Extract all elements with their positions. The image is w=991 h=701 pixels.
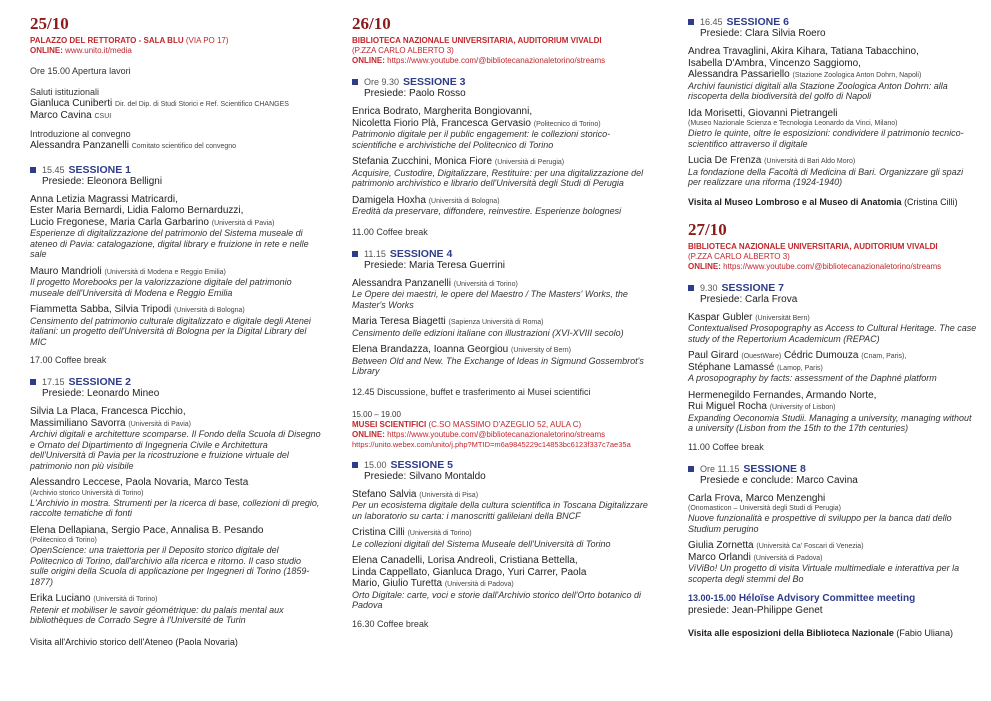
session-1-header bbox=[30, 164, 322, 176]
bullet-square-icon bbox=[30, 167, 36, 173]
online-label: ONLINE: bbox=[30, 46, 63, 55]
coffee-break: 11.00 Coffee break bbox=[352, 226, 428, 237]
speaker-affiliation: (Università di Pavia) bbox=[211, 219, 275, 227]
speaker-affiliation: (Onomasticon – Università degli Studi di Perugia) bbox=[688, 505, 841, 512]
talk-title: A prosopography by facts: assessment of the Daphné platform bbox=[688, 373, 937, 383]
speaker-affiliation: (Lamop, Paris) bbox=[776, 364, 823, 372]
speaker-affiliation: (Università di Pavia) bbox=[128, 420, 192, 428]
session-title: SESSIONE 8 bbox=[743, 462, 806, 475]
visit-text: Visita alle esposizioni della Biblioteca Nazionale bbox=[688, 627, 894, 638]
heloise-time: 13.00-15.00 bbox=[688, 593, 737, 603]
online-label: ONLINE: bbox=[352, 56, 385, 65]
speaker-affiliation: (Università di Pisa) bbox=[419, 491, 479, 499]
speaker-names: Alessandra Passariello bbox=[688, 69, 790, 80]
talk bbox=[352, 316, 652, 338]
speaker-affiliation: (University of Lisbon) bbox=[769, 404, 836, 411]
heloise-chair: presiede: Jean-Philippe Genet bbox=[688, 605, 823, 616]
visit-guide: (Fabio Uliana) bbox=[896, 627, 953, 638]
ms-online-line bbox=[352, 430, 652, 440]
session-2-header bbox=[30, 376, 322, 388]
speaker-line bbox=[352, 344, 652, 356]
session-time: 9.30 bbox=[700, 282, 718, 293]
session-chair: Presiede e conclude: Marco Cavina bbox=[700, 474, 858, 486]
session-title: SESSIONE 6 bbox=[726, 16, 789, 28]
visit-guide: (Cristina Cilli) bbox=[904, 196, 958, 207]
bullet-square-icon bbox=[352, 79, 358, 85]
online-link[interactable]: https://www.youtube.com/@bibliotecanazionaletorino/streams bbox=[387, 429, 606, 439]
session-title: SESSIONE 5 bbox=[390, 458, 453, 471]
talk-title: Retenir et mobiliser le savoir géométrique: du palais mental aux bibliothèques de Corrado Segre à l'Université de Turin bbox=[30, 604, 284, 625]
session-3-header bbox=[352, 76, 652, 88]
lunch-transfer: 12.45 Discussione, buffet e trasferimento ai Musei scientifici bbox=[352, 386, 591, 397]
online-link[interactable]: https://www.youtube.com/@bibliotecanazionaletorino/streams bbox=[723, 261, 942, 271]
speaker-names: Mario, Giulio Turetta bbox=[352, 578, 443, 589]
talk bbox=[352, 156, 652, 189]
talk-title: Expanding Oeconomia Studii. Managing a university, managing without a university (Lisbon from the 15th to the 17th centuries) bbox=[688, 412, 972, 433]
speaker-affiliation: (Universität Bern) bbox=[755, 314, 810, 322]
session-title: SESSIONE 3 bbox=[403, 76, 466, 88]
talk bbox=[30, 525, 322, 588]
speaker-affiliation: (Stazione Zoologica Anton Dohrn, Napoli) bbox=[792, 72, 922, 79]
heloise-meeting bbox=[688, 592, 978, 605]
speaker-names: Hermenegildo Fernandes, Armando Norte, bbox=[688, 389, 877, 401]
online-line bbox=[30, 46, 322, 56]
speaker-names: Nicoletta Fiorio Plà, Francesca Gervasio bbox=[352, 117, 531, 129]
session-time: 16.45 bbox=[700, 17, 723, 27]
talk-title: Censimento del patrimonio culturale digitalizzato e digitale degli Atenei italiani: un progetto dell'Università di Bologna per la Digital Library del MIC bbox=[30, 315, 311, 347]
speaker-line bbox=[688, 540, 978, 552]
visit-museums bbox=[688, 196, 978, 208]
speaker-names: Ida Morisetti, Giovanni Pietrangeli bbox=[688, 107, 838, 119]
visit-text: Visita al Museo Lombroso e al Museo di Anatomia bbox=[688, 196, 902, 207]
speaker-affiliation: (Università di Perugia) bbox=[494, 159, 565, 166]
venue-address: (VIA PO 17) bbox=[185, 36, 229, 45]
talk-title: La fondazione della Facoltà di Medicina di Bari. Organizzare gli spazi per realizzare una riforma (1924-1940) bbox=[688, 166, 964, 187]
online-line bbox=[688, 262, 978, 272]
talk-title: OpenScience: una traiettoria per il Deposito storico digitale del Politecnico di Torino, dall'archivio alla ricerca e ritorno. Il caso studio sulle origini della Scuola di applicazione per Ingegneri di Torino (1859-1877) bbox=[30, 545, 310, 587]
greetings-label: Saluti istituzionali bbox=[30, 87, 100, 97]
speaker-names: Marco Orlandi bbox=[688, 551, 751, 563]
bullet-square-icon bbox=[688, 285, 694, 291]
visit-text: Visita all'Archivio storico dell'Ateneo bbox=[30, 636, 173, 647]
talk bbox=[30, 593, 322, 626]
talk-title: Archivi faunistici digitali alla Stazione Zoologica Anton Dohrn: alla riscoperta della biodiversità del golfo di Napoli bbox=[688, 80, 948, 101]
speaker-affiliation: (Museo Nazionale Scienza e Tecnologia Leonardo da Vinci, Milano) bbox=[688, 120, 898, 127]
online-label: ONLINE: bbox=[688, 261, 721, 271]
visit-archive bbox=[30, 636, 322, 648]
talk bbox=[688, 390, 978, 434]
talk-title: ViViBo! Un progetto di visita Virtuale multimediale e interattiva per la scoperta degli stemmi del Bo bbox=[688, 563, 960, 584]
bullet-square-icon bbox=[688, 466, 694, 472]
speaker-line bbox=[352, 489, 652, 501]
speaker-names: Ester Maria Bernardi, Lidia Falomo Bernarduzzi, bbox=[30, 205, 244, 216]
online-link[interactable]: https://www.youtube.com/@bibliotecanazionaletorino/streams bbox=[387, 56, 606, 65]
column-day-2 bbox=[352, 14, 652, 630]
talk-title: Orto Digitale: carte, voci e storie dall'Archivio storico dell'Orto botanico di Padova bbox=[352, 589, 642, 610]
talk-title: Eredità da preservare, diffondere, reinvestire. Esperienze bolognesi bbox=[352, 206, 622, 216]
speaker-line bbox=[352, 156, 652, 168]
talk-title: Il progetto Morebooks per la valorizzazione digitale del patrimonio museale dell'Università di Modena e Reggio Emilia bbox=[30, 277, 292, 298]
session-title: SESSIONE 7 bbox=[721, 281, 784, 294]
heloise-title: Héloïse Advisory Committee meeting bbox=[738, 593, 916, 604]
session-6-header bbox=[688, 16, 978, 28]
opening bbox=[30, 66, 322, 77]
talk-title: Between Old and New. The Exchange of Ideas in Sigmund Gossembrot's Library bbox=[352, 355, 644, 376]
visit-library bbox=[688, 627, 978, 639]
venue-name: BIBLIOTECA NAZIONALE UNIVERSITARIA, AUDITORIUM VIVALDI bbox=[688, 241, 938, 251]
venue-name: PALAZZO DEL RETTORATO - SALA BLU bbox=[30, 36, 184, 45]
speaker-affiliation: Comitato scientifico del convegno bbox=[131, 143, 237, 150]
speaker-affiliation: (Cnam, Paris), bbox=[861, 353, 907, 360]
speaker-affiliation: (Università di Padova) bbox=[444, 581, 514, 588]
speaker-names-line: Lucio Fregonese, Maria Carla Garbarino bbox=[30, 216, 209, 228]
talk bbox=[30, 194, 322, 260]
venue-address: (P.ZZA CARLO ALBERTO 3) bbox=[352, 46, 454, 55]
opening-text: Apertura lavori bbox=[72, 66, 131, 76]
speaker-line bbox=[30, 304, 322, 316]
speaker-line bbox=[688, 69, 978, 81]
talk bbox=[352, 527, 652, 549]
session-time: 11.15 bbox=[364, 248, 386, 259]
session-time: 17.15 bbox=[42, 377, 65, 387]
speaker-names: Cédric Dumouza bbox=[783, 350, 859, 361]
column-day-1 bbox=[30, 14, 322, 648]
speaker-names: Enrica Bodrato, Margherita Bongiovanni, bbox=[352, 106, 533, 117]
venue-address: (P.ZZA CARLO ALBERTO 3) bbox=[688, 251, 790, 261]
speaker-names bbox=[30, 217, 322, 229]
speaker-affiliation: (Università di Modena e Reggio Emilia) bbox=[104, 268, 226, 276]
speaker-line bbox=[352, 578, 652, 590]
speaker-line bbox=[30, 266, 322, 278]
speaker-line bbox=[688, 155, 978, 167]
bullet-square-icon bbox=[352, 462, 358, 468]
speaker-line bbox=[688, 350, 978, 362]
speaker-affiliation: (Università di Bologna) bbox=[428, 197, 500, 205]
speaker-name: Marco Cavina bbox=[30, 109, 92, 121]
bullet-square-icon bbox=[352, 251, 358, 257]
speaker-line bbox=[352, 195, 652, 207]
speaker-affiliation: (Università Ca' Foscari di Venezia) bbox=[756, 543, 864, 550]
speaker-line bbox=[352, 316, 652, 328]
speaker-line bbox=[352, 118, 652, 130]
coffee-break: 16.30 Coffee break bbox=[352, 618, 429, 629]
session-title: SESSIONE 4 bbox=[389, 247, 453, 260]
speaker-name: Gianluca Cuniberti bbox=[30, 98, 113, 109]
session-chair: Presiede: Paolo Rosso bbox=[364, 88, 466, 99]
speaker-names: Elena Brandazza, Ioanna Georgiou bbox=[352, 344, 509, 355]
talk-title: L'Archivio in mostra. Strumenti per la ricerca di base, collezioni di pregio, raccolte tematiche di fonti bbox=[30, 497, 320, 518]
speaker-names: Stefano Salvia bbox=[352, 488, 417, 500]
speaker-affiliation: (Sapienza Università di Roma) bbox=[448, 319, 544, 326]
intro-label: Introduzione al convegno bbox=[30, 129, 131, 139]
speaker-line bbox=[352, 527, 652, 539]
speaker-names: Linda Cappellato, Gianluca Drago, Yuri Carrer, Paola bbox=[352, 566, 587, 578]
visit-guide: (Paola Novaria) bbox=[175, 636, 238, 647]
talk bbox=[352, 489, 652, 522]
speaker-names: Giulia Zornetta bbox=[688, 540, 754, 551]
talk-title: Acquisire, Custodire, Digitalizzare, Restituire: per una digitalizzazione del patrimonio archivistico e librario dell'Università degli Studi di Perugia bbox=[352, 167, 644, 188]
talk-title: Le collezioni digitali del Sistema Museale dell'Università di Torino bbox=[352, 538, 611, 549]
speaker-names: Silvia La Placa, Francesca Picchio, bbox=[30, 406, 186, 417]
speaker-names: Alessandro Leccese, Paola Novaria, Marco Testa bbox=[30, 477, 249, 488]
speaker-affiliation: CSUI bbox=[94, 112, 112, 120]
speaker-affiliation: (Università di Padova) bbox=[753, 554, 823, 562]
speaker-names: Andrea Travaglini, Akira Kihara, Tatiana Tabacchino, bbox=[688, 46, 919, 57]
bullet-square-icon bbox=[30, 379, 36, 385]
speaker-names: Mauro Mandrioli bbox=[30, 265, 102, 277]
talk-title: Dietro le quinte, oltre le esposizioni: condividere il patrimonio tecnico-scientifico attraverso il digitale bbox=[688, 128, 964, 149]
speaker-names: Massimiliano Savorra bbox=[30, 417, 126, 429]
venue bbox=[30, 36, 322, 46]
speaker-affiliation: (Università di Bologna) bbox=[173, 307, 245, 314]
webex-link[interactable]: https://unito.webex.com/unito/j.php?MTID=m6a9845229c14853bc6123f337c7ae35a bbox=[352, 439, 631, 449]
speaker-line bbox=[688, 401, 978, 413]
talk-title: Nuove funzionalità e prospettive di sviluppo per la banca dati dello Studium perugino bbox=[688, 513, 952, 534]
ms-venue bbox=[352, 420, 652, 430]
speaker-names: Anna Letizia Magrassi Matricardi, bbox=[30, 193, 178, 205]
musei-scientifici-block bbox=[352, 410, 652, 449]
session-time: 15.00 bbox=[364, 459, 387, 470]
session-chair: Presiede: Maria Teresa Guerrini bbox=[364, 259, 505, 271]
coffee-break: 11.00 Coffee break bbox=[688, 441, 764, 452]
speaker-names: Kaspar Gubler bbox=[688, 311, 753, 323]
venue bbox=[688, 242, 978, 262]
session-chair: Presiede: Clara Silvia Roero bbox=[700, 28, 826, 39]
talk-title: Esperienze di digitalizzazione del patrimonio del Sistema museale di ateneo di Pavia: catalogazione, digital library e fruizione in rete e nelle sale bbox=[30, 228, 309, 259]
talk-title: Archivi digitali e architetture scomparse. Il Fondo della Scuola di Disegno e Ornato del Dipartimento di Ingegneria Civile e Architettura dell'Università di Pavia per la ricostruzione e fruizione virtuale del patrimonio non più visibile bbox=[30, 429, 321, 471]
speaker-line bbox=[30, 418, 322, 430]
talk bbox=[352, 555, 652, 611]
talk bbox=[688, 493, 978, 535]
speaker-names: Isabella D'Ambra, Vincenzo Saggiomo, bbox=[688, 57, 861, 69]
date-26-10: 26/10 bbox=[352, 14, 391, 33]
session-title: SESSIONE 1 bbox=[68, 163, 131, 176]
speaker-affiliation: (OuestWare) bbox=[741, 353, 782, 360]
speaker-line bbox=[688, 312, 978, 324]
coffee-break: 17.00 Coffee break bbox=[30, 355, 107, 365]
speaker-affiliation: (Archivio storico Università di Torino) bbox=[30, 489, 144, 497]
session-chair: Presiede: Carla Frova bbox=[700, 293, 798, 305]
speaker-affiliation: (Università di Bari Aldo Moro) bbox=[764, 158, 856, 165]
speaker-names: Fiammetta Sabba, Silvia Tripodi bbox=[30, 304, 172, 315]
session-time: 15.45 bbox=[42, 164, 65, 175]
speaker-affiliation: (Politecnico di Torino) bbox=[533, 120, 601, 128]
talk bbox=[30, 304, 322, 347]
talk bbox=[352, 195, 652, 217]
speaker-names: Erika Luciano bbox=[30, 593, 91, 604]
ms-time: 15.00 – 19.00 bbox=[352, 409, 401, 419]
speaker-affiliation: (University of Bern) bbox=[511, 347, 571, 354]
intro-speaker bbox=[30, 140, 322, 152]
speaker-affiliation: (Università di Torino) bbox=[93, 596, 158, 603]
talk-title: Contextualised Prosopography as Access to Cultural Heritage. The case study of the Repertorium Academicum (REPAC) bbox=[688, 323, 977, 344]
date-27-10: 27/10 bbox=[688, 219, 727, 239]
talk-title: Patrimonio digitale per il public engagement: le collezioni storico-scientifiche e archivistiche del Politecnico di Torino bbox=[352, 129, 611, 150]
session-chair: Presiede: Leonardo Mineo bbox=[42, 388, 160, 399]
talk-title: Censimento delle edizioni italiane con illustrazioni (XVI-XVIII secolo) bbox=[352, 327, 624, 338]
speaker-affiliation: Dir. del Dip. di Studi Storici e Ref. Scientifico CHANGES bbox=[115, 101, 289, 108]
speaker-line bbox=[352, 278, 652, 290]
talk bbox=[352, 106, 652, 150]
greeting-1 bbox=[30, 98, 322, 110]
ms-title: MUSEI SCIENTIFICI bbox=[352, 419, 427, 429]
speaker-affiliation: (Università di Torino) bbox=[453, 280, 518, 288]
session-title: SESSIONE 2 bbox=[68, 376, 131, 388]
speaker-names: Rui Miguel Rocha bbox=[688, 401, 767, 412]
opening-time: Ore 15.00 bbox=[30, 66, 71, 76]
online-label: ONLINE: bbox=[352, 429, 385, 439]
session-8-header bbox=[688, 463, 978, 475]
session-chair: Presiede: Eleonora Belligni bbox=[42, 175, 163, 187]
session-chair: Presiede: Silvano Montaldo bbox=[364, 470, 486, 482]
talk-title: Le Opere dei maestri, le opere del Maestro / The Masters' Works, the Master's Works bbox=[352, 289, 628, 310]
talk bbox=[688, 540, 978, 584]
talk bbox=[688, 350, 978, 384]
online-line bbox=[352, 56, 652, 66]
talk bbox=[688, 46, 978, 102]
session-7-header bbox=[688, 282, 978, 294]
talk bbox=[352, 278, 652, 311]
speaker-affiliation: (Politecnico di Torino) bbox=[30, 537, 97, 544]
talk bbox=[352, 344, 652, 377]
talk bbox=[688, 312, 978, 345]
talk bbox=[30, 477, 322, 519]
bullet-square-icon bbox=[688, 19, 694, 25]
speaker-name: Alessandra Panzanelli bbox=[30, 140, 129, 151]
online-link[interactable]: www.unito.it/media bbox=[65, 46, 132, 55]
speaker-names: Paul Girard bbox=[688, 350, 739, 361]
speaker-line bbox=[688, 362, 978, 374]
speaker-names: Alessandra Panzanelli bbox=[352, 277, 451, 289]
ms-address: (C.SO MASSIMO D'AZEGLIO 52, AULA C) bbox=[428, 419, 582, 429]
talk bbox=[30, 266, 322, 299]
talk bbox=[688, 108, 978, 150]
talk bbox=[30, 406, 322, 471]
speaker-names: Lucia De Frenza bbox=[688, 155, 762, 166]
session-5-header bbox=[352, 459, 652, 471]
speaker-affiliation: (Università di Torino) bbox=[407, 530, 472, 537]
date-25-10: 25/10 bbox=[30, 14, 69, 33]
speaker-names: Stefania Zucchini, Monica Fiore bbox=[352, 156, 493, 167]
speaker-names: Damigela Hoxha bbox=[352, 194, 426, 206]
venue-name: BIBLIOTECA NAZIONALE UNIVERSITARIA, AUDITORIUM VIVALDI bbox=[352, 36, 602, 45]
session-time: Ore 11.15 bbox=[700, 463, 740, 474]
speaker-names: Cristina Cilli bbox=[352, 527, 405, 538]
column-day-2-3 bbox=[688, 16, 978, 639]
speaker-names: Elena Dellapiana, Sergio Pace, Annalisa B. Pesando bbox=[30, 524, 264, 536]
speaker-names: Carla Frova, Marco Menzenghi bbox=[688, 492, 826, 504]
talk bbox=[688, 155, 978, 188]
venue bbox=[352, 36, 652, 56]
speaker-line bbox=[688, 552, 978, 564]
talk-title: Per un ecosistema digitale della cultura scientifica in Toscana Digitalizzare un laboratorio su carta: i manoscritti galileiani della BNCF bbox=[352, 500, 648, 521]
session-time: Ore 9.30 bbox=[364, 77, 400, 87]
speaker-names: Elena Canadelli, Lorisa Andreoli, Cristiana Bettella, bbox=[352, 555, 578, 566]
speaker-line bbox=[30, 593, 322, 605]
greeting-2 bbox=[30, 110, 322, 122]
speaker-names: Stéphane Lamassé bbox=[688, 361, 775, 373]
session-4-header bbox=[352, 248, 652, 260]
speaker-names: Maria Teresa Biagetti bbox=[352, 316, 446, 327]
